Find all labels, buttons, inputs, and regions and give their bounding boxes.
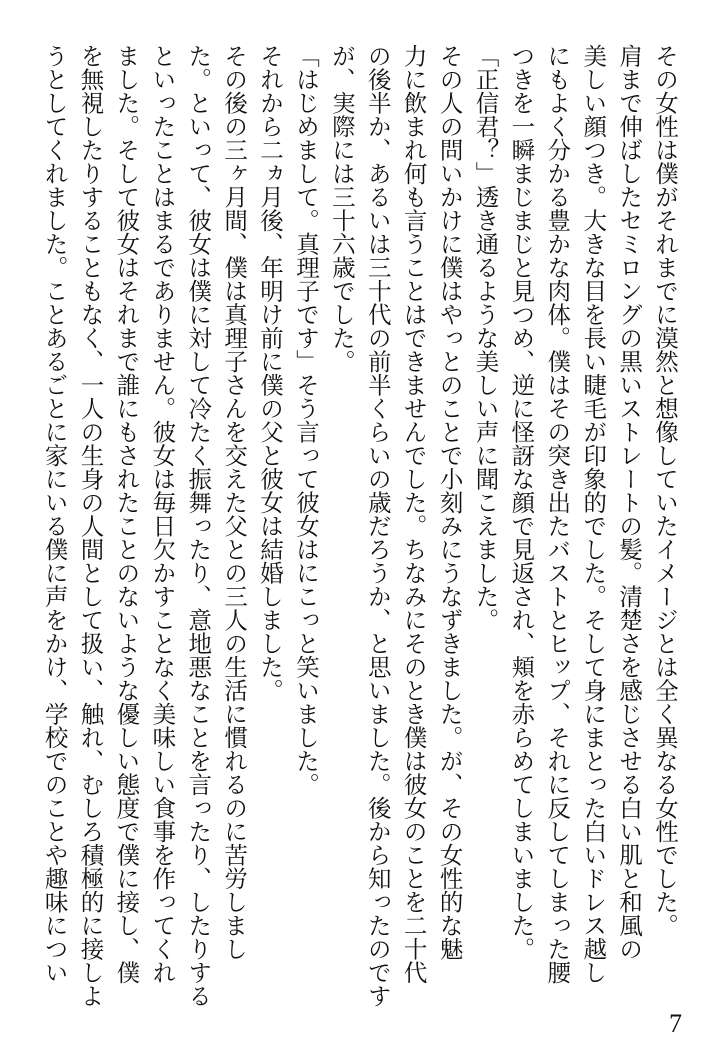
page-number: 7 <box>669 1009 682 1038</box>
text-line: の後半か、あるいは三十代の前半くらいの歳だろうか、と思いました。後から知ったのです <box>363 44 392 1008</box>
text-line: た。といって、彼女は僕に対して冷たく振舞ったり、意地悪なことを言ったり、したりする <box>184 44 213 1008</box>
text-line: 力に飲まれ何も言うことはできませんでした。ちなみにそのとき僕は彼女のことを二十代 <box>399 44 428 984</box>
text-line: 美しい顔つき。大きな目を長い睫毛が印象的でした。そして身にまとった白いドレス越し <box>579 44 608 984</box>
text-line: 「正信君？」透き通るような美しい声に聞こえました。 <box>471 44 500 632</box>
text-line: うとしてくれました。ことあるごとに家にいる僕に声をかけ、学校でのことや趣味につい <box>40 44 69 984</box>
text-line: が、実際には三十六歳でした。 <box>327 44 356 373</box>
text-line: 「はじめまして。真理子です」そう言って彼女はにこっと笑いました。 <box>291 44 320 796</box>
text-line: その後の三ヶ月間、僕は真理子さんを交えた父との三人の生活に慣れるのに苦労しまし <box>220 44 249 961</box>
text-line: それから二ヵ月後、年明け前に僕の父と彼女は結婚しました。 <box>256 44 285 702</box>
vertical-text-body <box>36 44 682 1024</box>
text-line: その女性は僕がそれまでに漠然と想像していたイメージとは全く異なる女性でした。 <box>651 44 679 937</box>
text-line: 肩まで伸ばしたセミロングの黒いストレートの髪。清楚さを感じさせる白い肌と和風の <box>615 44 644 961</box>
text-line: にもよく分かる豊かな肉体。僕はその突き出たバストとヒップ、それに反してしまった腰 <box>543 44 572 984</box>
text-line: を無視したりすることもなく、一人の生身の人間として扱い、触れ、むしろ積極的に接しよ <box>76 44 105 1008</box>
text-line: つきを一瞬まじまじと見つめ、逆に怪訝な顔で見返され、頬を赤らめてしまいました。 <box>507 44 536 961</box>
text-line: その人の問いかけに僕はやっとのことで小刻みにうなずきました。が、その女性的な魅 <box>435 44 464 961</box>
text-line: といったことはまるでありません。彼女は毎日欠かすことなく美味しい食事を作ってくれ <box>148 44 177 984</box>
text-line: ました。そして彼女はそれまで誰にもされたことのないような優しい態度で僕に接し、僕 <box>112 44 141 984</box>
